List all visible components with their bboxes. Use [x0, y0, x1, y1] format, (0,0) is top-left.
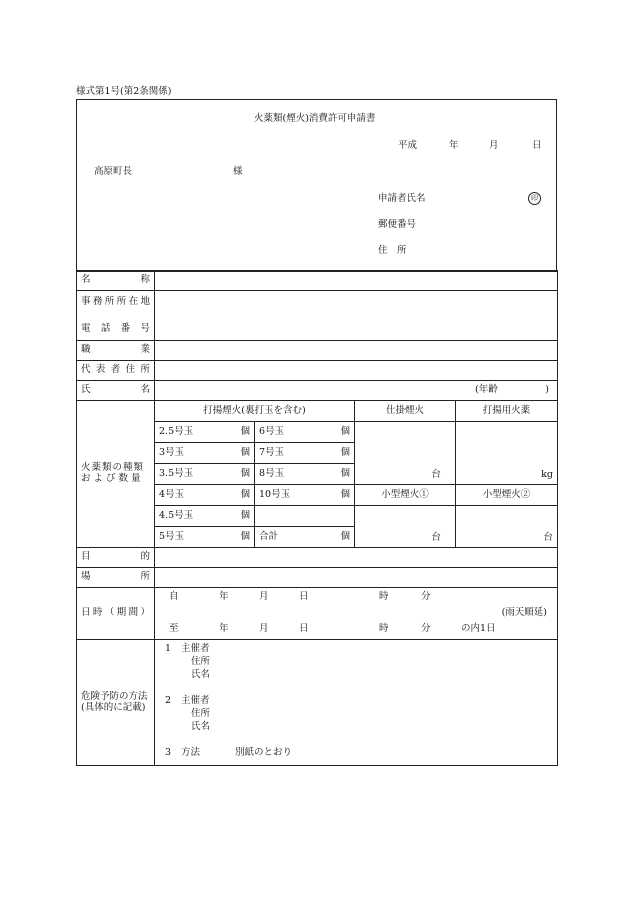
size-3-5-cell[interactable]: 3.5号玉 個 [155, 464, 255, 485]
seal-icon: 印 [528, 192, 541, 205]
size-4-5-cell[interactable]: 4.5号玉 個 [155, 506, 255, 527]
size-4-cell[interactable]: 4号玉 個 [155, 485, 255, 506]
datetime-label: 日 時 （ 期 間 ） [77, 588, 155, 640]
office-phone-field[interactable] [155, 291, 558, 341]
blank-size-cell [255, 506, 355, 527]
small-fireworks-2-cell[interactable]: 台 [456, 506, 558, 548]
rep-address-label: 代 表 者 住 所 [77, 361, 155, 381]
date-year: 年 [449, 140, 459, 151]
uchiage-kayaku-cell[interactable]: kg [456, 422, 558, 485]
size-7-cell[interactable]: 7号玉 個 [255, 443, 355, 464]
rain-note: (雨天順延) [501, 607, 547, 618]
small-fireworks-1-header: 小型煙火① [355, 485, 456, 506]
datetime-field[interactable]: 自 年 月 日 時 分 (雨天順延) 至 年 月 日 時 分 の内1日 [155, 588, 558, 640]
prevention-field[interactable]: 1 主催者 住所 氏名 2 主催者 住所 氏名 3 方法 別紙のとおり [155, 640, 558, 766]
one-day-note: の内1日 [461, 623, 496, 634]
application-table [76, 270, 558, 766]
address-label: 住 所 [378, 245, 407, 256]
uchiage-kayaku-header: 打揚用火薬 [456, 401, 558, 422]
applicant-name-label: 申請者氏名 [378, 193, 426, 204]
purpose-field[interactable] [155, 548, 558, 568]
prevention-label: 危険予防の方法 (具体的に記載) [77, 640, 155, 766]
date-day: 日 [532, 140, 542, 151]
addressee-honorific: 様 [233, 166, 243, 177]
fireworks-label: 火薬類の種類 および数量 [77, 401, 155, 548]
small-fireworks-1-cell[interactable]: 台 [355, 506, 456, 548]
postal-code-label: 郵便番号 [378, 219, 417, 230]
size-3-cell[interactable]: 3号玉 個 [155, 443, 255, 464]
purpose-label: 目 的 [77, 548, 155, 568]
occupation-label: 職 業 [77, 341, 155, 361]
occupation-field[interactable] [155, 341, 558, 361]
date-era: 平成 [398, 140, 418, 151]
uchiage-header: 打揚煙火(裏打玉を含む) [155, 401, 355, 422]
size-5-cell[interactable]: 5号玉 個 [155, 527, 255, 548]
form-title: 火薬類(煙火)消費許可申請書 [254, 113, 376, 124]
full-name-field[interactable] [155, 381, 558, 401]
header-box [76, 99, 557, 272]
size-6-cell[interactable]: 6号玉 個 [255, 422, 355, 443]
size-10-cell[interactable]: 10号玉 個 [255, 485, 355, 506]
date-month: 月 [489, 140, 499, 151]
size-8-cell[interactable]: 8号玉 個 [255, 464, 355, 485]
fireworks-grid [155, 401, 558, 548]
small-fireworks-2-header: 小型煙火② [456, 485, 558, 506]
place-label: 場 所 [77, 568, 155, 588]
shikake-header: 仕掛煙火 [355, 401, 456, 422]
size-2-5-cell[interactable]: 2.5号玉 個 [155, 422, 255, 443]
name-label: 名 称 [77, 271, 155, 291]
full-name-label: 氏 名 [77, 381, 155, 401]
addressee-name: 高原町長 [94, 166, 133, 177]
form-number: 様式第1号(第2条関係) [76, 86, 172, 97]
name-field[interactable] [155, 271, 558, 291]
office-phone-label: 事 務 所 所 在 地 電 話 番 号 [77, 291, 155, 341]
total-cell[interactable]: 合計 個 [255, 527, 355, 548]
rep-address-field[interactable] [155, 361, 558, 381]
place-field[interactable] [155, 568, 558, 588]
age-label: (年齢 ) [475, 384, 549, 396]
shikake-count-cell[interactable]: 台 [355, 422, 456, 485]
